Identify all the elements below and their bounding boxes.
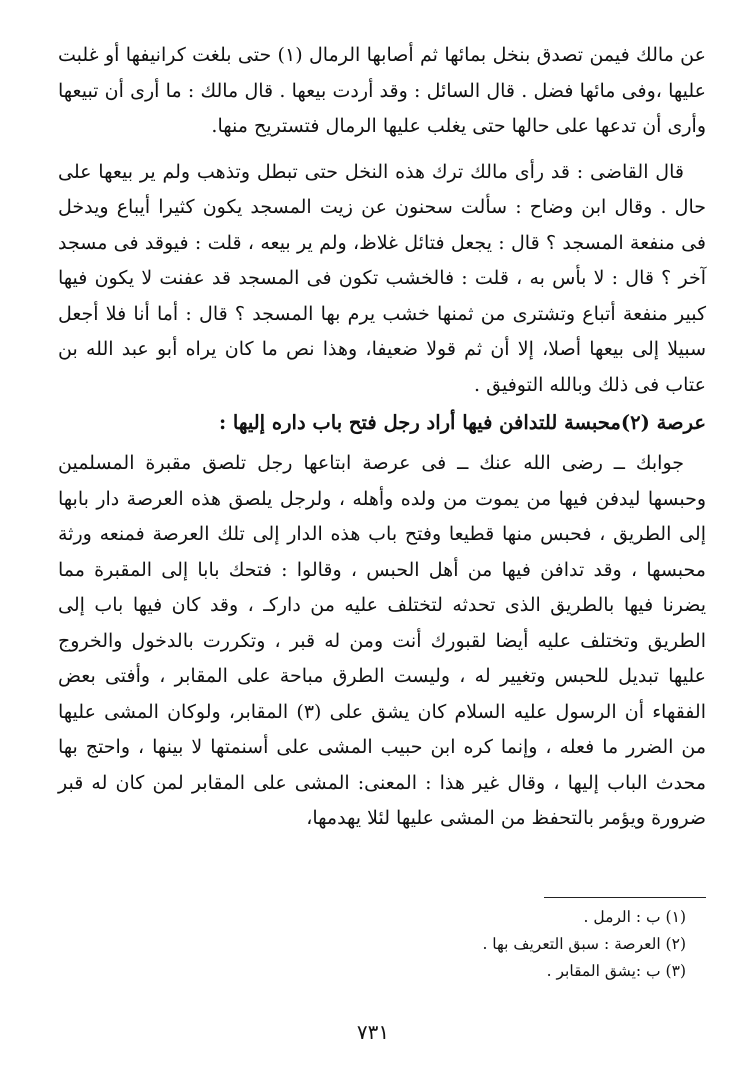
footnote-3: (٣) ب :يشق المقابر . [546, 962, 686, 980]
footnote-divider [544, 897, 706, 898]
paragraph-1: عن مالك فيمن تصدق بنخل بمائها ثم أصابها الرمال (١) حتى بلغت كرانيفها أو غلبت عليها ،وفى مائها فضل . قال السائل : وقد أردت بيعها . قال مالك : ما أرى أن تبيعها وأرى أن تدعها على حالها حتى يغلب عليها الرمال فتستريح منها. [58, 44, 706, 137]
paragraph-2: قال القاضى : قد رأى مالك ترك هذه النخل حتى تبطل وتذهب ولم ير بيعها على حال . وقال ابن وضاح : سألت سحنون عن زيت المسجد يكون كثيرا أيباع ويدخل فى منفعة المسجد ؟ قال : يجعل فتائل غلاظ، ولم ير بيعه ، قلت : فيوقد فى مسجد آخر ؟ قال : لا بأس به ، قلت : فالخشب تكون فى المسجد قد عفنت لا يكون فيها كبير منفعة أتباع وتشترى من ثمنها خشب يرم بها المسجد ؟ قال : أما أنا فلا أجعل سبيلا إلى بيعها أصلا، إلا أن ثم قولا ضعيفا، وهذا نص ما كان يراه أبو عبد الله بن عتاب فى ذلك وبالله التوفيق . [58, 160, 706, 396]
page-number: ٧٣١ [356, 1020, 390, 1044]
section-heading: عرصة (٢)محبسة للتدافن فيها أراد رجل فتح باب داره إليها : [218, 411, 706, 434]
page-body [58, 38, 706, 837]
footnote-1: (١) ب : الرمل . [583, 908, 686, 926]
footnotes [482, 904, 686, 985]
paragraph-3: جوابك ــ رضى الله عنك ــ فى عرصة ابتاعها رجل تلصق مقبرة المسلمين وحبسها ليدفن فيها من يموت من ولده وأهله ، ولرجل يلصق هذه العرصة دار بابها إلى الطريق ، فحبس منها قطيعا وفتح باب هذه الدار إلى تلك العرصة فمنعه ورثة محبسها ، وقد تدافن فيها من أهل الحبس ، وقالوا : فتحك بابا إلى المقبرة مما يضرنا فيها بالطريق الذى تحدثه لتختلف عليه من داركـ ، وقد كان فيها باب إلى الطريق وتختلف عليه أيضا لقبورك أنت ومن له قبر ، وتكررت بالدخول والخروج عليها تبديل للحبس وتغيير له ، وليست الطرق مباحة على المقابر ، وأفتى بعض الفقهاء أن الرسول عليه السلام كان يشق على (٣) المقابر، ولوكان المشى عليها من الضرر ما فعله ، وإنما كره ابن حبيب المشى على أسنمتها لا بينها ، واحتج بها محدث الباب إليها ، وقال غير هذا : المعنى: المشى على المقابر لمن كان له قبر ضرورة ويؤمر بالتحفظ من المشى عليها لئلا يهدمها، [58, 452, 706, 829]
footnote-2: (٢) العرصة : سبق التعريف بها . [482, 935, 686, 953]
